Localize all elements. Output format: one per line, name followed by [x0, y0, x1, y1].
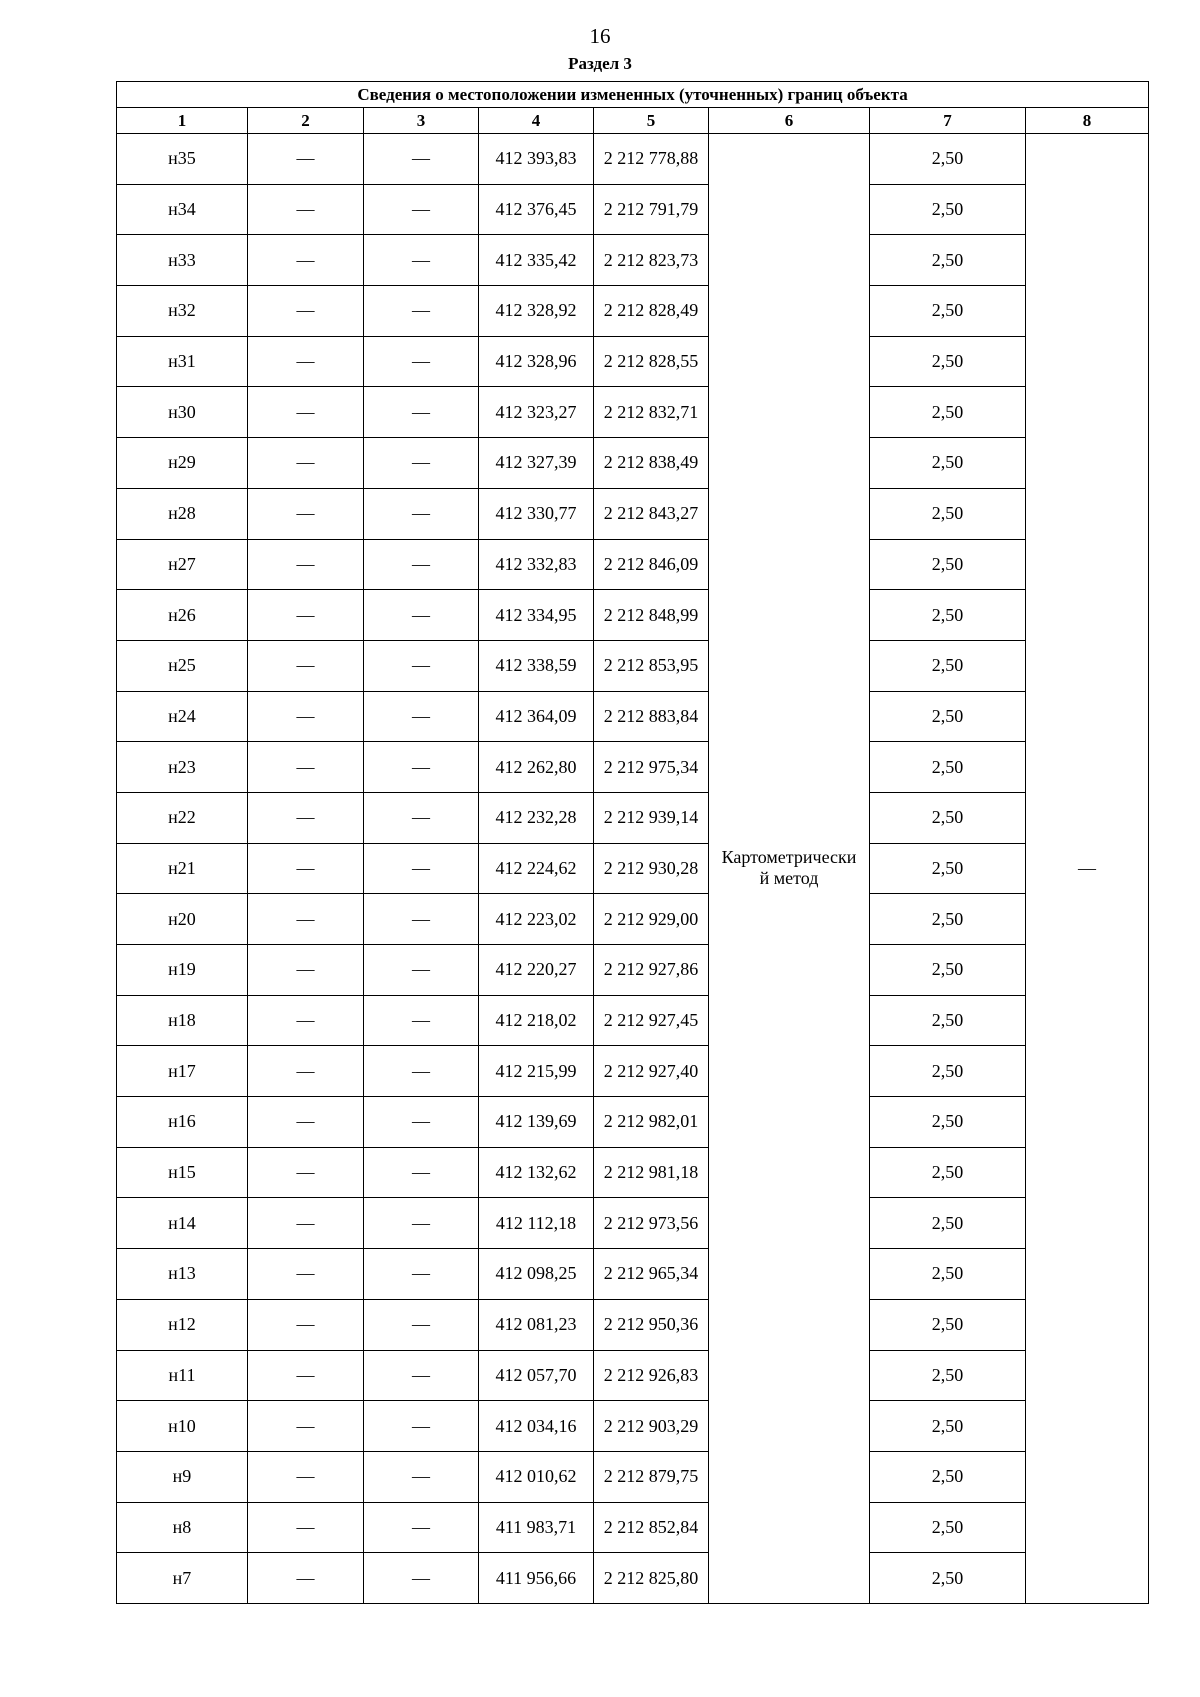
column-number: 8 — [1026, 108, 1149, 134]
accuracy-cell: 2,50 — [870, 1502, 1026, 1553]
col3-cell: — — [364, 1350, 479, 1401]
point-cell: н7 — [117, 1553, 248, 1604]
col3-cell: — — [364, 1401, 479, 1452]
section-title: Раздел 3 — [568, 54, 632, 73]
col3-cell: — — [364, 336, 479, 387]
col2-cell: — — [248, 995, 364, 1046]
table-body — [117, 134, 1149, 1604]
table-caption: Сведения о местоположении измененных (уточненных) границ объекта — [117, 82, 1149, 108]
y-coordinate-cell: 2 212 927,45 — [594, 995, 709, 1046]
col8-cell: — — [1026, 134, 1149, 1604]
column-number: 4 — [479, 108, 594, 134]
y-coordinate-cell: 2 212 926,83 — [594, 1350, 709, 1401]
accuracy-cell: 2,50 — [870, 286, 1026, 337]
x-coordinate-cell: 412 098,25 — [479, 1249, 594, 1300]
column-number: 1 — [117, 108, 248, 134]
col3-cell: — — [364, 134, 479, 185]
col3-cell: — — [364, 235, 479, 286]
col2-cell: — — [248, 1299, 364, 1350]
table-row — [117, 1451, 1149, 1502]
point-cell: н10 — [117, 1401, 248, 1452]
col3-cell: — — [364, 438, 479, 489]
col3-cell: — — [364, 843, 479, 894]
x-coordinate-cell: 412 327,39 — [479, 438, 594, 489]
y-coordinate-cell: 2 212 778,88 — [594, 134, 709, 185]
accuracy-cell: 2,50 — [870, 184, 1026, 235]
table-row — [117, 336, 1149, 387]
accuracy-cell: 2,50 — [870, 1198, 1026, 1249]
table-row — [117, 539, 1149, 590]
col3-cell: — — [364, 894, 479, 945]
col3-cell: — — [364, 488, 479, 539]
point-cell: н27 — [117, 539, 248, 590]
table-row — [117, 742, 1149, 793]
table-row — [117, 1198, 1149, 1249]
x-coordinate-cell: 411 983,71 — [479, 1502, 594, 1553]
col2-cell: — — [248, 1097, 364, 1148]
accuracy-cell: 2,50 — [870, 640, 1026, 691]
y-coordinate-cell: 2 212 929,00 — [594, 894, 709, 945]
col2-cell: — — [248, 843, 364, 894]
x-coordinate-cell: 412 328,92 — [479, 286, 594, 337]
col3-cell: — — [364, 1451, 479, 1502]
col3-cell: — — [364, 590, 479, 641]
col2-cell: — — [248, 438, 364, 489]
point-cell: н18 — [117, 995, 248, 1046]
accuracy-cell: 2,50 — [870, 742, 1026, 793]
point-cell: н29 — [117, 438, 248, 489]
col3-cell: — — [364, 1502, 479, 1553]
x-coordinate-cell: 412 334,95 — [479, 590, 594, 641]
col2-cell: — — [248, 184, 364, 235]
table-row — [117, 438, 1149, 489]
col2-cell: — — [248, 336, 364, 387]
col2-cell: — — [248, 387, 364, 438]
col3-cell: — — [364, 1147, 479, 1198]
y-coordinate-cell: 2 212 879,75 — [594, 1451, 709, 1502]
col3-cell: — — [364, 286, 479, 337]
col2-cell: — — [248, 235, 364, 286]
point-cell: н12 — [117, 1299, 248, 1350]
y-coordinate-cell: 2 212 975,34 — [594, 742, 709, 793]
accuracy-cell: 2,50 — [870, 792, 1026, 843]
table-row — [117, 1401, 1149, 1452]
table-row — [117, 590, 1149, 641]
x-coordinate-cell: 412 215,99 — [479, 1046, 594, 1097]
accuracy-cell: 2,50 — [870, 134, 1026, 185]
table-row — [117, 387, 1149, 438]
y-coordinate-cell: 2 212 883,84 — [594, 691, 709, 742]
y-coordinate-cell: 2 212 903,29 — [594, 1401, 709, 1452]
y-coordinate-cell: 2 212 843,27 — [594, 488, 709, 539]
x-coordinate-cell: 412 220,27 — [479, 945, 594, 996]
col2-cell: — — [248, 640, 364, 691]
y-coordinate-cell: 2 212 973,56 — [594, 1198, 709, 1249]
table-row — [117, 843, 1149, 894]
accuracy-cell: 2,50 — [870, 590, 1026, 641]
point-cell: н35 — [117, 134, 248, 185]
method-cell: Картометрически й метод — [709, 134, 870, 1604]
point-cell: н33 — [117, 235, 248, 286]
table-row — [117, 1502, 1149, 1553]
col3-cell: — — [364, 184, 479, 235]
accuracy-cell: 2,50 — [870, 1147, 1026, 1198]
x-coordinate-cell: 412 010,62 — [479, 1451, 594, 1502]
table-row — [117, 1097, 1149, 1148]
y-coordinate-cell: 2 212 828,49 — [594, 286, 709, 337]
table-row — [117, 184, 1149, 235]
point-cell: н28 — [117, 488, 248, 539]
table-row — [117, 1299, 1149, 1350]
col2-cell: — — [248, 1401, 364, 1452]
x-coordinate-cell: 412 218,02 — [479, 995, 594, 1046]
point-cell: н32 — [117, 286, 248, 337]
point-cell: н20 — [117, 894, 248, 945]
table-row — [117, 286, 1149, 337]
accuracy-cell: 2,50 — [870, 488, 1026, 539]
col2-cell: — — [248, 742, 364, 793]
point-cell: н31 — [117, 336, 248, 387]
col3-cell: — — [364, 1046, 479, 1097]
x-coordinate-cell: 412 132,62 — [479, 1147, 594, 1198]
x-coordinate-cell: 412 364,09 — [479, 691, 594, 742]
accuracy-cell: 2,50 — [870, 894, 1026, 945]
col3-cell: — — [364, 640, 479, 691]
col3-cell: — — [364, 1097, 479, 1148]
col3-cell: — — [364, 1553, 479, 1604]
col3-cell: — — [364, 792, 479, 843]
accuracy-cell: 2,50 — [870, 1350, 1026, 1401]
accuracy-cell: 2,50 — [870, 235, 1026, 286]
y-coordinate-cell: 2 212 927,86 — [594, 945, 709, 996]
col2-cell: — — [248, 488, 364, 539]
x-coordinate-cell: 412 330,77 — [479, 488, 594, 539]
point-cell: н16 — [117, 1097, 248, 1148]
col3-cell: — — [364, 742, 479, 793]
table-row — [117, 691, 1149, 742]
col3-cell: — — [364, 539, 479, 590]
x-coordinate-cell: 412 057,70 — [479, 1350, 594, 1401]
accuracy-cell: 2,50 — [870, 1097, 1026, 1148]
col2-cell: — — [248, 1451, 364, 1502]
point-cell: н17 — [117, 1046, 248, 1097]
point-cell: н21 — [117, 843, 248, 894]
table-row — [117, 1553, 1149, 1604]
table-row — [117, 488, 1149, 539]
point-cell: н14 — [117, 1198, 248, 1249]
point-cell: н11 — [117, 1350, 248, 1401]
table-row — [117, 1249, 1149, 1300]
col2-cell: — — [248, 1046, 364, 1097]
column-number: 2 — [248, 108, 364, 134]
point-cell: н34 — [117, 184, 248, 235]
point-cell: н23 — [117, 742, 248, 793]
point-cell: н9 — [117, 1451, 248, 1502]
table-row — [117, 995, 1149, 1046]
x-coordinate-cell: 412 338,59 — [479, 640, 594, 691]
table-row — [117, 235, 1149, 286]
x-coordinate-cell: 411 956,66 — [479, 1553, 594, 1604]
table-row — [117, 640, 1149, 691]
col2-cell: — — [248, 691, 364, 742]
x-coordinate-cell: 412 323,27 — [479, 387, 594, 438]
point-cell: н22 — [117, 792, 248, 843]
table-row — [117, 1147, 1149, 1198]
y-coordinate-cell: 2 212 950,36 — [594, 1299, 709, 1350]
col2-cell: — — [248, 590, 364, 641]
page-number: 16 — [589, 24, 611, 48]
col2-cell: — — [248, 1249, 364, 1300]
y-coordinate-cell: 2 212 981,18 — [594, 1147, 709, 1198]
accuracy-cell: 2,50 — [870, 843, 1026, 894]
x-coordinate-cell: 412 112,18 — [479, 1198, 594, 1249]
col2-cell: — — [248, 1147, 364, 1198]
col2-cell: — — [248, 1198, 364, 1249]
accuracy-cell: 2,50 — [870, 1299, 1026, 1350]
y-coordinate-cell: 2 212 853,95 — [594, 640, 709, 691]
y-coordinate-cell: 2 212 823,73 — [594, 235, 709, 286]
y-coordinate-cell: 2 212 965,34 — [594, 1249, 709, 1300]
point-cell: н8 — [117, 1502, 248, 1553]
col2-cell: — — [248, 945, 364, 996]
point-cell: н30 — [117, 387, 248, 438]
x-coordinate-cell: 412 224,62 — [479, 843, 594, 894]
col3-cell: — — [364, 1198, 479, 1249]
col2-cell: — — [248, 894, 364, 945]
col3-cell: — — [364, 1299, 479, 1350]
col2-cell: — — [248, 1350, 364, 1401]
x-coordinate-cell: 412 328,96 — [479, 336, 594, 387]
y-coordinate-cell: 2 212 927,40 — [594, 1046, 709, 1097]
point-cell: н15 — [117, 1147, 248, 1198]
x-coordinate-cell: 412 262,80 — [479, 742, 594, 793]
y-coordinate-cell: 2 212 939,14 — [594, 792, 709, 843]
point-cell: н24 — [117, 691, 248, 742]
column-number: 3 — [364, 108, 479, 134]
x-coordinate-cell: 412 335,42 — [479, 235, 594, 286]
y-coordinate-cell: 2 212 838,49 — [594, 438, 709, 489]
x-coordinate-cell: 412 081,23 — [479, 1299, 594, 1350]
point-cell: н13 — [117, 1249, 248, 1300]
col2-cell: — — [248, 1502, 364, 1553]
point-cell: н26 — [117, 590, 248, 641]
accuracy-cell: 2,50 — [870, 336, 1026, 387]
accuracy-cell: 2,50 — [870, 1553, 1026, 1604]
col2-cell: — — [248, 792, 364, 843]
table-row — [117, 792, 1149, 843]
col2-cell: — — [248, 134, 364, 185]
accuracy-cell: 2,50 — [870, 438, 1026, 489]
accuracy-cell: 2,50 — [870, 1046, 1026, 1097]
col2-cell: — — [248, 1553, 364, 1604]
table-row — [117, 945, 1149, 996]
y-coordinate-cell: 2 212 982,01 — [594, 1097, 709, 1148]
point-cell: н19 — [117, 945, 248, 996]
accuracy-cell: 2,50 — [870, 387, 1026, 438]
accuracy-cell: 2,50 — [870, 539, 1026, 590]
accuracy-cell: 2,50 — [870, 945, 1026, 996]
accuracy-cell: 2,50 — [870, 995, 1026, 1046]
col3-cell: — — [364, 691, 479, 742]
x-coordinate-cell: 412 139,69 — [479, 1097, 594, 1148]
col3-cell: — — [364, 387, 479, 438]
x-coordinate-cell: 412 376,45 — [479, 184, 594, 235]
y-coordinate-cell: 2 212 848,99 — [594, 590, 709, 641]
x-coordinate-cell: 412 393,83 — [479, 134, 594, 185]
table-row — [117, 1350, 1149, 1401]
point-cell: н25 — [117, 640, 248, 691]
col2-cell: — — [248, 286, 364, 337]
col2-cell: — — [248, 539, 364, 590]
col3-cell: — — [364, 1249, 479, 1300]
column-number: 6 — [709, 108, 870, 134]
y-coordinate-cell: 2 212 846,09 — [594, 539, 709, 590]
x-coordinate-cell: 412 034,16 — [479, 1401, 594, 1452]
table-row — [117, 134, 1149, 185]
col3-cell: — — [364, 945, 479, 996]
column-number-row — [117, 108, 1149, 134]
y-coordinate-cell: 2 212 828,55 — [594, 336, 709, 387]
accuracy-cell: 2,50 — [870, 691, 1026, 742]
column-number: 7 — [870, 108, 1026, 134]
y-coordinate-cell: 2 212 825,80 — [594, 1553, 709, 1604]
accuracy-cell: 2,50 — [870, 1401, 1026, 1452]
accuracy-cell: 2,50 — [870, 1451, 1026, 1502]
y-coordinate-cell: 2 212 852,84 — [594, 1502, 709, 1553]
col3-cell: — — [364, 995, 479, 1046]
y-coordinate-cell: 2 212 791,79 — [594, 184, 709, 235]
x-coordinate-cell: 412 332,83 — [479, 539, 594, 590]
accuracy-cell: 2,50 — [870, 1249, 1026, 1300]
y-coordinate-cell: 2 212 832,71 — [594, 387, 709, 438]
table-row — [117, 894, 1149, 945]
table-row — [117, 1046, 1149, 1097]
boundary-coordinates-table — [116, 81, 1149, 1604]
y-coordinate-cell: 2 212 930,28 — [594, 843, 709, 894]
x-coordinate-cell: 412 223,02 — [479, 894, 594, 945]
x-coordinate-cell: 412 232,28 — [479, 792, 594, 843]
column-number: 5 — [594, 108, 709, 134]
